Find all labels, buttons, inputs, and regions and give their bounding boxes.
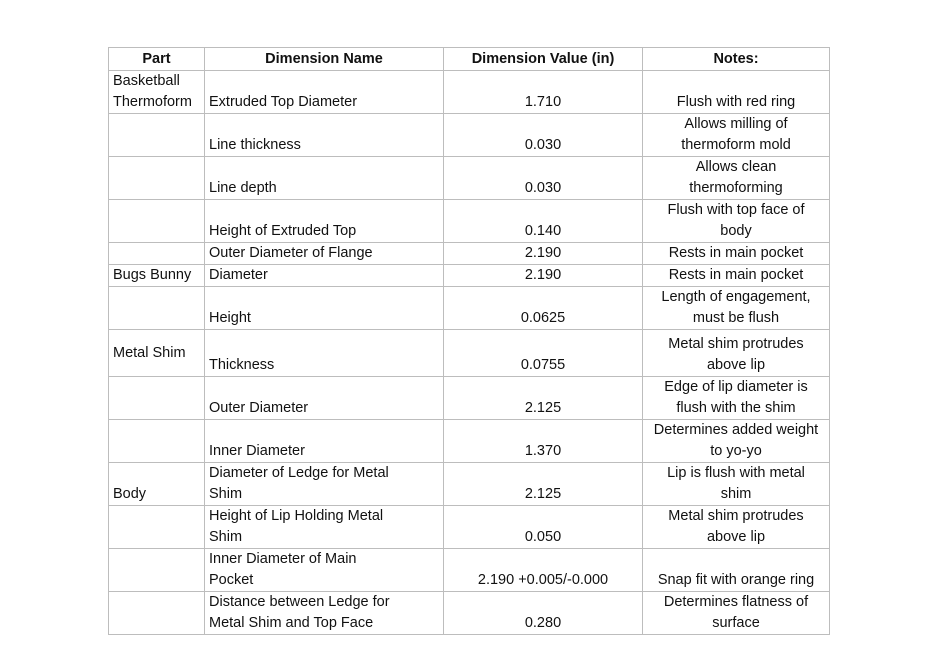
header-notes: Notes: <box>643 48 830 71</box>
cell-dimension-name: Diameter of Ledge for Metal Shim <box>205 463 444 506</box>
cell-dimension-value: 0.0755 <box>444 330 643 377</box>
table-row <box>109 287 830 330</box>
cell-dimension-value: 0.030 <box>444 157 643 200</box>
cell-dimension-value: 2.125 <box>444 463 643 506</box>
cell-dimension-value: 0.030 <box>444 114 643 157</box>
cell-notes: Snap fit with orange ring <box>643 549 830 592</box>
cell-notes: Flush with top face of body <box>643 200 830 243</box>
cell-dimension-value: 0.280 <box>444 592 643 635</box>
cell-dimension-name: Height of Lip Holding Metal Shim <box>205 506 444 549</box>
cell-dimension-value: 0.140 <box>444 200 643 243</box>
cell-part <box>109 243 205 265</box>
table-header-row <box>109 48 830 71</box>
cell-dimension-value: 2.190 +0.005/-0.000 <box>444 549 643 592</box>
table-row <box>109 592 830 635</box>
cell-part <box>109 287 205 330</box>
cell-notes: Metal shim protrudes above lip <box>643 506 830 549</box>
table-row <box>109 71 830 114</box>
cell-part: Body <box>109 463 205 506</box>
cell-part: Metal Shim <box>109 330 205 377</box>
cell-dimension-value: 0.0625 <box>444 287 643 330</box>
table-row <box>109 265 830 287</box>
cell-notes: Determines flatness of surface <box>643 592 830 635</box>
cell-part <box>109 592 205 635</box>
cell-dimension-name: Outer Diameter <box>205 377 444 420</box>
cell-part <box>109 377 205 420</box>
cell-dimension-value: 1.370 <box>444 420 643 463</box>
cell-part <box>109 506 205 549</box>
cell-dimension-value: 0.050 <box>444 506 643 549</box>
cell-dimension-name: Inner Diameter of Main Pocket <box>205 549 444 592</box>
cell-dimension-name: Extruded Top Diameter <box>205 71 444 114</box>
cell-dimension-name: Height <box>205 287 444 330</box>
cell-notes: Rests in main pocket <box>643 265 830 287</box>
header-part: Part <box>109 48 205 71</box>
cell-notes: Metal shim protrudes above lip <box>643 330 830 377</box>
cell-dimension-name: Diameter <box>205 265 444 287</box>
table-row <box>109 377 830 420</box>
table-row <box>109 114 830 157</box>
cell-dimension-value: 2.190 <box>444 265 643 287</box>
cell-dimension-name: Outer Diameter of Flange <box>205 243 444 265</box>
table-row <box>109 420 830 463</box>
dimensions-table <box>108 47 830 635</box>
table-row <box>109 157 830 200</box>
cell-notes: Allows milling of thermoform mold <box>643 114 830 157</box>
cell-part <box>109 114 205 157</box>
cell-dimension-name: Line thickness <box>205 114 444 157</box>
cell-dimension-name: Distance between Ledge for Metal Shim and Top Face <box>205 592 444 635</box>
cell-dimension-name: Line depth <box>205 157 444 200</box>
header-dimension-value: Dimension Value (in) <box>444 48 643 71</box>
cell-dimension-name: Height of Extruded Top <box>205 200 444 243</box>
cell-notes: Edge of lip diameter is flush with the shim <box>643 377 830 420</box>
cell-dimension-name: Inner Diameter <box>205 420 444 463</box>
cell-part <box>109 157 205 200</box>
cell-notes: Allows clean thermoforming <box>643 157 830 200</box>
cell-dimension-name: Thickness <box>205 330 444 377</box>
cell-part <box>109 549 205 592</box>
cell-part: Bugs Bunny <box>109 265 205 287</box>
table-row <box>109 463 830 506</box>
cell-part: Basketball Thermoform <box>109 71 205 114</box>
cell-dimension-value: 2.190 <box>444 243 643 265</box>
cell-dimension-value: 2.125 <box>444 377 643 420</box>
table-row <box>109 330 830 377</box>
cell-dimension-value: 1.710 <box>444 71 643 114</box>
cell-notes: Rests in main pocket <box>643 243 830 265</box>
table-row <box>109 506 830 549</box>
cell-part <box>109 200 205 243</box>
table-row <box>109 243 830 265</box>
cell-notes: Determines added weight to yo-yo <box>643 420 830 463</box>
cell-notes: Lip is flush with metal shim <box>643 463 830 506</box>
cell-notes: Length of engagement, must be flush <box>643 287 830 330</box>
cell-part <box>109 420 205 463</box>
table-row <box>109 200 830 243</box>
table-row <box>109 549 830 592</box>
header-dimension-name: Dimension Name <box>205 48 444 71</box>
cell-notes: Flush with red ring <box>643 71 830 114</box>
